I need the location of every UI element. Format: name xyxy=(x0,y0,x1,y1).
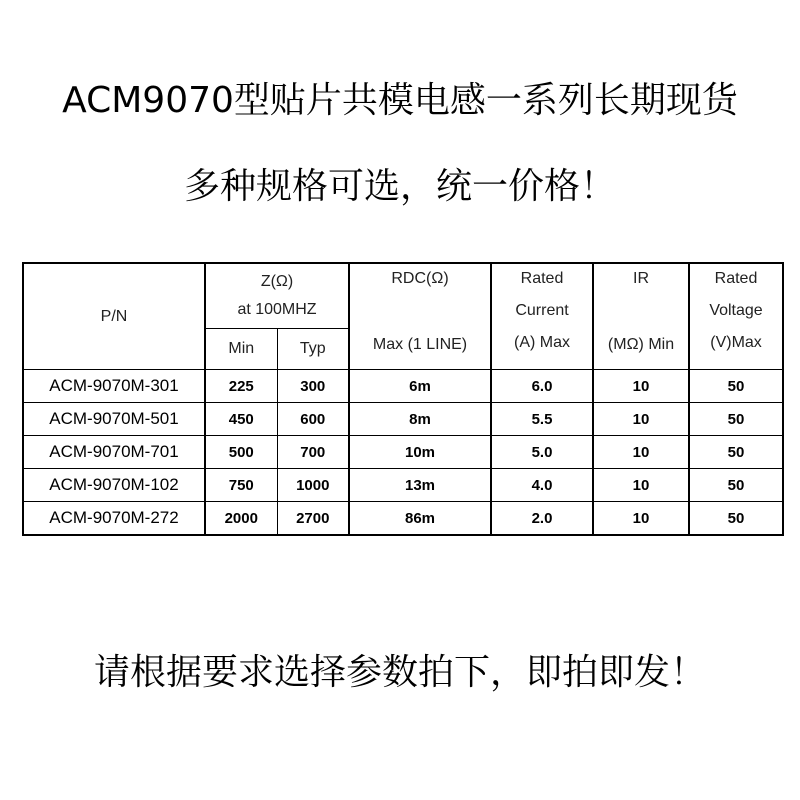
cell-pn: ACM-9070M-501 xyxy=(23,403,205,436)
header-rated-voltage xyxy=(689,263,783,370)
header-rdc-line1: RDC(Ω) xyxy=(391,270,449,287)
cell-pn: ACM-9070M-301 xyxy=(23,370,205,403)
cell-ir: 10 xyxy=(593,370,689,403)
headline: ACM9070型贴片共模电感一系列长期现货 xyxy=(62,80,738,121)
header-impedance-line2: at 100MHZ xyxy=(237,301,317,318)
header-z-min: Min xyxy=(205,329,277,370)
cell-z-min: 500 xyxy=(205,436,277,469)
cell-z-min: 225 xyxy=(205,370,277,403)
cell-pn: ACM-9070M-272 xyxy=(23,502,205,536)
header-voltage-line2: Voltage xyxy=(709,302,763,319)
cell-current: 5.0 xyxy=(491,436,593,469)
header-current-line2: Current xyxy=(515,302,569,319)
subheadline: 多种规格可选，统一价格！ xyxy=(183,166,616,207)
cell-z-min: 450 xyxy=(205,403,277,436)
cell-current: 5.5 xyxy=(491,403,593,436)
table-row xyxy=(23,370,783,403)
cell-ir: 10 xyxy=(593,436,689,469)
header-pn xyxy=(23,263,205,370)
cell-ir: 10 xyxy=(593,469,689,502)
cell-current: 4.0 xyxy=(491,469,593,502)
header-ir-line2: (MΩ) Min xyxy=(607,336,675,353)
cell-current: 2.0 xyxy=(491,502,593,536)
cell-rdc: 13m xyxy=(349,469,491,502)
cell-ir: 10 xyxy=(593,502,689,536)
cell-pn: ACM-9070M-701 xyxy=(23,436,205,469)
cell-z-typ: 700 xyxy=(277,436,349,469)
header-voltage-line1: Rated xyxy=(714,270,758,287)
header-voltage-line3: (V)Max xyxy=(710,334,762,351)
header-ir-line1: IR xyxy=(633,270,650,287)
cell-z-typ: 2700 xyxy=(277,502,349,536)
table-row xyxy=(23,469,783,502)
cell-z-typ: 1000 xyxy=(277,469,349,502)
cell-voltage: 50 xyxy=(689,403,783,436)
table-row xyxy=(23,403,783,436)
cell-pn: ACM-9070M-102 xyxy=(23,469,205,502)
cell-z-typ: 600 xyxy=(277,403,349,436)
cell-rdc: 8m xyxy=(349,403,491,436)
header-rdc xyxy=(349,263,491,370)
footer-note: 请根据要求选择参数拍下，即拍即发！ xyxy=(93,652,706,693)
header-current-line3: (A) Max xyxy=(514,334,571,351)
cell-current: 6.0 xyxy=(491,370,593,403)
cell-voltage: 50 xyxy=(689,370,783,403)
cell-rdc: 6m xyxy=(349,370,491,403)
header-ir xyxy=(593,263,689,370)
header-impedance xyxy=(205,263,349,329)
cell-z-min: 750 xyxy=(205,469,277,502)
header-rdc-line2: Max (1 LINE) xyxy=(372,336,468,353)
header-z-typ: Typ xyxy=(277,329,349,370)
header-rated-current xyxy=(491,263,593,370)
cell-rdc: 86m xyxy=(349,502,491,536)
cell-z-typ: 300 xyxy=(277,370,349,403)
header-pn-label: P/N xyxy=(100,307,128,325)
table-row xyxy=(23,436,783,469)
cell-voltage: 50 xyxy=(689,436,783,469)
cell-rdc: 10m xyxy=(349,436,491,469)
header-current-line1: Rated xyxy=(520,270,564,287)
cell-voltage: 50 xyxy=(689,502,783,536)
spec-table xyxy=(22,262,784,536)
cell-voltage: 50 xyxy=(689,469,783,502)
cell-ir: 10 xyxy=(593,403,689,436)
cell-z-min: 2000 xyxy=(205,502,277,536)
header-impedance-line1: Z(Ω) xyxy=(260,273,294,290)
table-row xyxy=(23,502,783,536)
